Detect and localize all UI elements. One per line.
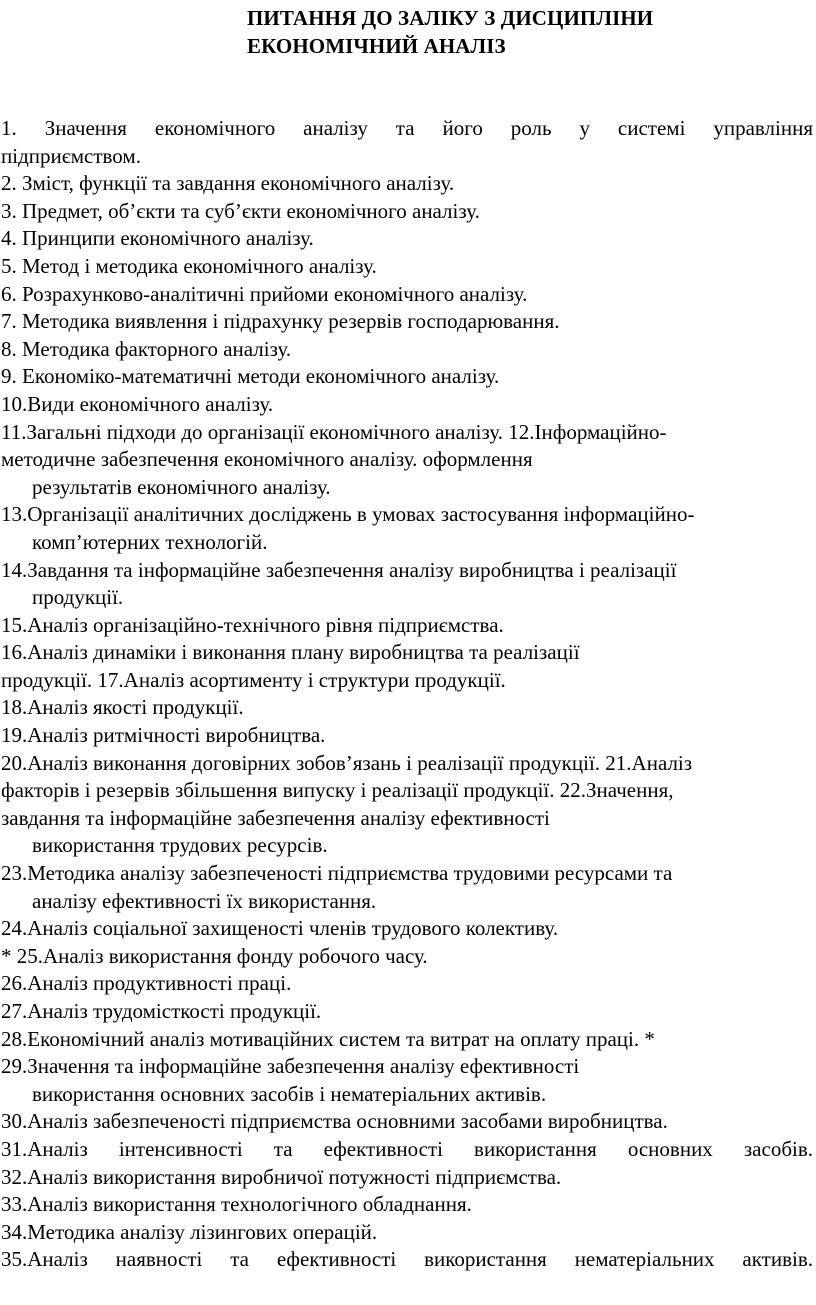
question-line: 20.Аналіз виконання договірних зобов’язань і реалізації продукції. 21.Аналіз [1, 750, 693, 775]
question-line: результатів економічного аналізу. [32, 474, 331, 499]
question-line: завдання та інформаційне забезпечення аналізу ефективності [1, 805, 550, 830]
question-line: підприємством. [1, 143, 141, 168]
question-line: 8. Методика факторного аналізу. [1, 336, 292, 361]
question-line: 7. Методика виявлення і підрахунку резервів господарювання. [1, 309, 560, 334]
question-line: 35.Аналіз наявності та ефективності використання нематеріальних активів. [1, 1247, 813, 1272]
question-line: комп’ютерних технологій. [32, 529, 268, 554]
question-line: продукції. 17.Аналіз асортименту і структури продукції. [1, 667, 506, 692]
question-line: 27.Аналіз трудомісткості продукції. [1, 999, 322, 1023]
question-line: 2. Зміст, функції та завдання економічного аналізу. [1, 171, 455, 196]
question-line: 5. Метод і методика економічного аналізу. [1, 253, 377, 278]
question-line: використання трудових ресурсів. [32, 833, 328, 858]
question-line: факторів і резервів збільшення випуску і реалізації продукції. 22.Значення, [1, 778, 674, 803]
question-line: 9. Економіко-математичні методи економічного аналізу. [1, 364, 500, 389]
question-line: 1. Значення економічного аналізу та його роль у системі управління [1, 116, 813, 140]
title-line: ПИТАННЯ ДО ЗАЛІКУ З ДИСЦИПЛІНИ [247, 6, 654, 30]
question-line: 10.Види економічного аналізу. [1, 391, 274, 416]
question-line: 23.Методика аналізу забезпеченості підприємства трудовими ресурсами та [1, 861, 673, 886]
question-line: 28.Економічний аналіз мотиваційних систем та витрат на оплату праці. * [1, 1026, 655, 1051]
question-line: 31.Аналіз інтенсивності та ефективності використання основних засобів. [1, 1136, 813, 1161]
question-line: 6. Розрахунково-аналітичні прийоми економічного аналізу. [1, 281, 528, 306]
question-line: використання основних засобів і нематеріальних активів. [32, 1081, 547, 1106]
question-line: 14.Завдання та інформаційне забезпечення аналізу виробництва і реалізації [1, 557, 677, 582]
question-line: 18.Аналіз якості продукції. [1, 695, 244, 720]
question-line: 16.Аналіз динаміки і виконання плану виробництва та реалізації [1, 640, 580, 665]
question-line: * 25.Аналіз використання фонду робочого часу. [1, 943, 428, 968]
question-line: 34.Методика аналізу лізингових операцій. [1, 1219, 378, 1244]
question-line: 3. Предмет, об’єкти та суб’єкти економічного аналізу. [1, 198, 480, 223]
question-line: 19.Аналіз ритмічності виробництва. [1, 723, 326, 748]
question-line: 11.Загальні підходи до організації економічного аналізу. 12.Інформаційно- [1, 419, 667, 444]
question-line: 24.Аналіз соціальної захищеності членів трудового колективу. [1, 916, 559, 941]
question-list [1, 115, 813, 1274]
page-title [247, 4, 653, 60]
question-line: продукції. [32, 585, 124, 610]
question-line: 30.Аналіз забезпеченості підприємства основними засобами виробництва. [1, 1109, 668, 1134]
question-line: 13.Організації аналітичних досліджень в умовах застосування інформаційно- [1, 502, 695, 527]
question-line: 15.Аналіз організаційно-технічного рівня підприємства. [1, 612, 504, 637]
question-line: 33.Аналіз використання технологічного обладнання. [1, 1192, 472, 1217]
question-line: 4. Принципи економічного аналізу. [1, 226, 314, 251]
question-line: методичне забезпечення економічного аналізу. оформлення [1, 447, 533, 472]
title-line: ЕКОНОМІЧНИЙ АНАЛІЗ [247, 34, 506, 58]
question-line: аналізу ефективності їх використання. [32, 888, 377, 913]
question-line: 32.Аналіз використання виробничої потужності підприємства. [1, 1164, 562, 1189]
question-line: 29.Значення та інформаційне забезпечення аналізу ефективності [1, 1054, 580, 1079]
question-line: 26.Аналіз продуктивності праці. [1, 971, 292, 996]
